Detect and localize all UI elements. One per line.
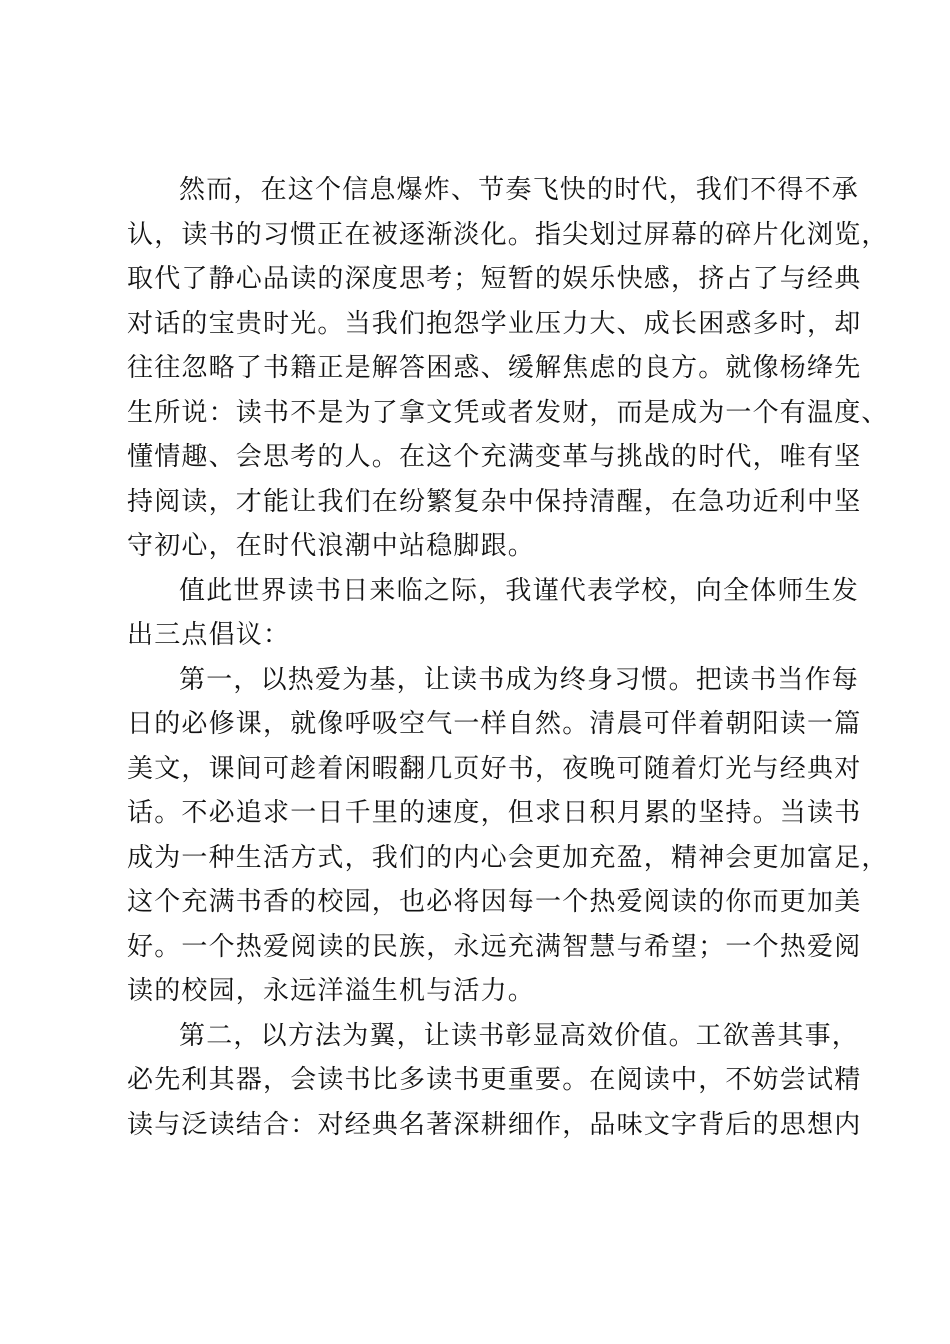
paragraph-3 [127, 658, 889, 1014]
text-line: 好。一个热爱阅读的民族，永远充满智慧与希望；一个热爱阅 [127, 931, 862, 962]
text-line: 持阅读，才能让我们在纷繁复杂中保持清醒，在急功近利中坚 [127, 486, 862, 517]
text-line: 读的校园，永远洋溢生机与活力。 [127, 976, 536, 1006]
text-line: 然而，在这个信息爆炸、节奏飞快的时代，我们不得不承 [179, 175, 860, 205]
text-line: 出三点倡议： [127, 620, 291, 650]
text-line: 取代了静心品读的深度思考；短暂的娱乐快感，挤占了与经典 [127, 264, 862, 294]
text-line: 对话的宝贵时光。当我们抱怨学业压力大、成长困惑多时，却 [127, 308, 862, 339]
paragraph-1 [127, 168, 889, 569]
paragraph-4 [127, 1014, 862, 1148]
text-line: 这个充满书香的校园，也必将因每一个热爱阅读的你而更加美 [127, 887, 862, 917]
document-body [127, 168, 889, 1147]
text-line: 守初心，在时代浪潮中站稳脚跟。 [127, 531, 536, 561]
text-line: 成为一种生活方式，我们的内心会更加充盈，精神会更加富足， [127, 842, 889, 873]
text-line: 值此世界读书日来临之际，我谨代表学校，向全体师生发 [179, 575, 860, 606]
paragraph-2 [127, 569, 860, 658]
text-line: 往往忽略了书籍正是解答困惑、缓解焦虑的良方。就像杨绛先 [127, 353, 862, 383]
text-line: 读与泛读结合：对经典名著深耕细作，品味文字背后的思想内 [127, 1109, 862, 1140]
text-line: 懂情趣、会思考的人。在这个充满变革与挑战的时代，唯有坚 [127, 442, 862, 472]
text-line: 生所说：读书不是为了拿文凭或者发财，而是成为一个有温度、 [127, 397, 889, 428]
text-line: 第二，以方法为翼，让读书彰显高效价值。工欲善其事， [179, 1020, 860, 1051]
text-line: 第一，以热爱为基，让读书成为终身习惯。把读书当作每 [179, 664, 860, 695]
text-line: 日的必修课，就像呼吸空气一样自然。清晨可伴着朝阳读一篇 [127, 709, 862, 739]
text-line: 话。不必追求一日千里的速度，但求日积月累的坚持。当读书 [127, 798, 862, 828]
text-line: 必先利其器，会读书比多读书更重要。在阅读中，不妨尝试精 [127, 1065, 862, 1095]
text-line: 美文，课间可趁着闲暇翻几页好书，夜晚可随着灯光与经典对 [127, 753, 862, 784]
text-line: 认，读书的习惯正在被逐渐淡化。指尖划过屏幕的碎片化浏览， [127, 219, 889, 250]
